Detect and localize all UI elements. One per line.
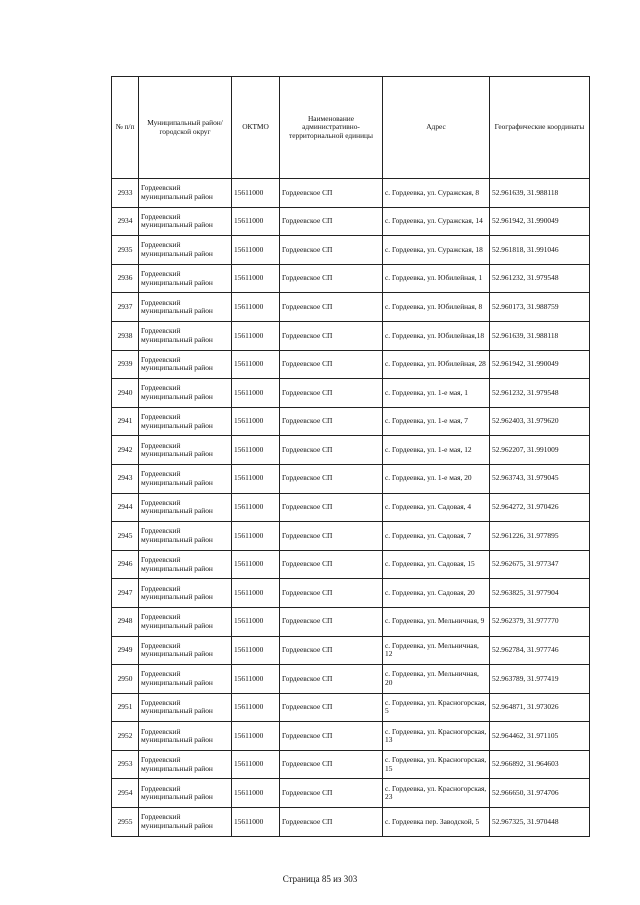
unit-name-cell: Гордеевское СП <box>280 693 383 722</box>
coordinates-cell: 52.962379, 31.977770 <box>490 607 590 636</box>
territory-cell: Гордеевский муниципальный район <box>139 665 232 694</box>
row-number-cell: 2954 <box>112 779 139 808</box>
oktmo-cell: 15611000 <box>232 236 280 265</box>
oktmo-cell: 15611000 <box>232 779 280 808</box>
territory-cell: Гордеевский муниципальный район <box>139 808 232 837</box>
unit-name-cell: Гордеевское СП <box>280 407 383 436</box>
address-cell: с. Гордеевка, ул. Юбилейная,18 <box>383 321 490 350</box>
unit-name-cell: Гордеевское СП <box>280 779 383 808</box>
row-number-cell: 2944 <box>112 493 139 522</box>
address-cell: с. Гордеевка, ул. Юбилейная, 28 <box>383 350 490 379</box>
coordinates-cell: 52.962403, 31.979620 <box>490 407 590 436</box>
oktmo-cell: 15611000 <box>232 550 280 579</box>
oktmo-cell: 15611000 <box>232 665 280 694</box>
oktmo-cell: 15611000 <box>232 321 280 350</box>
territory-cell: Гордеевский муниципальный район <box>139 722 232 751</box>
coordinates-cell: 52.961818, 31.991046 <box>490 236 590 265</box>
table-row <box>112 693 590 722</box>
address-cell: с. Гордеевка, ул. Красногорская, 23 <box>383 779 490 808</box>
row-number-cell: 2939 <box>112 350 139 379</box>
row-number-cell: 2933 <box>112 179 139 208</box>
oktmo-cell: 15611000 <box>232 808 280 837</box>
territory-cell: Гордеевский муниципальный район <box>139 379 232 408</box>
address-cell: с. Гордеевка, ул. Красногорская, 15 <box>383 750 490 779</box>
coordinates-cell: 52.962675, 31.977347 <box>490 550 590 579</box>
row-number-cell: 2943 <box>112 464 139 493</box>
table-row <box>112 808 590 837</box>
coordinates-cell: 52.964871, 31.973026 <box>490 693 590 722</box>
oktmo-cell: 15611000 <box>232 379 280 408</box>
table-row <box>112 379 590 408</box>
coordinates-cell: 52.961232, 31.979548 <box>490 264 590 293</box>
territory-cell: Гордеевский муниципальный район <box>139 179 232 208</box>
unit-name-cell: Гордеевское СП <box>280 607 383 636</box>
territory-cell: Гордеевский муниципальный район <box>139 321 232 350</box>
unit-name-cell: Гордеевское СП <box>280 293 383 322</box>
header-coords: Географические координаты <box>490 77 590 179</box>
oktmo-cell: 15611000 <box>232 350 280 379</box>
address-cell: с. Гордеевка пер. Заводской, 5 <box>383 808 490 837</box>
address-cell: с. Гордеевка, ул. Юбилейная, 1 <box>383 264 490 293</box>
address-cell: с. Гордеевка, ул. Мельничная, 20 <box>383 665 490 694</box>
row-number-cell: 2948 <box>112 607 139 636</box>
address-cell: с. Гордеевка, ул. 1-е мая, 20 <box>383 464 490 493</box>
oktmo-cell: 15611000 <box>232 407 280 436</box>
row-number-cell: 2952 <box>112 722 139 751</box>
oktmo-cell: 15611000 <box>232 636 280 665</box>
coordinates-cell: 52.961232, 31.979548 <box>490 379 590 408</box>
unit-name-cell: Гордеевское СП <box>280 350 383 379</box>
coordinates-cell: 52.961639, 31.988118 <box>490 321 590 350</box>
territory-cell: Гордеевский муниципальный район <box>139 750 232 779</box>
table-row <box>112 407 590 436</box>
table-row <box>112 321 590 350</box>
coordinates-cell: 52.961226, 31.977895 <box>490 522 590 551</box>
territory-cell: Гордеевский муниципальный район <box>139 522 232 551</box>
territory-cell: Гордеевский муниципальный район <box>139 636 232 665</box>
territory-cell: Гордеевский муниципальный район <box>139 264 232 293</box>
oktmo-cell: 15611000 <box>232 522 280 551</box>
coordinates-cell: 52.961942, 31.990049 <box>490 207 590 236</box>
row-number-cell: 2955 <box>112 808 139 837</box>
table-row <box>112 550 590 579</box>
table-row <box>112 436 590 465</box>
table-row <box>112 665 590 694</box>
oktmo-cell: 15611000 <box>232 693 280 722</box>
table-row <box>112 522 590 551</box>
territory-cell: Гордеевский муниципальный район <box>139 293 232 322</box>
coordinates-cell: 52.966892, 31.964603 <box>490 750 590 779</box>
oktmo-cell: 15611000 <box>232 722 280 751</box>
territory-cell: Гордеевский муниципальный район <box>139 207 232 236</box>
oktmo-cell: 15611000 <box>232 293 280 322</box>
oktmo-cell: 15611000 <box>232 464 280 493</box>
address-cell: с. Гордеевка, ул. Садовая, 15 <box>383 550 490 579</box>
table-row <box>112 750 590 779</box>
oktmo-cell: 15611000 <box>232 607 280 636</box>
address-cell: с. Гордеевка, ул. Мельничная, 12 <box>383 636 490 665</box>
unit-name-cell: Гордеевское СП <box>280 379 383 408</box>
unit-name-cell: Гордеевское СП <box>280 636 383 665</box>
table-row <box>112 579 590 608</box>
oktmo-cell: 15611000 <box>232 179 280 208</box>
territory-cell: Гордеевский муниципальный район <box>139 493 232 522</box>
coordinates-cell: 52.964272, 31.970426 <box>490 493 590 522</box>
coordinates-cell: 52.962207, 31.991009 <box>490 436 590 465</box>
oktmo-cell: 15611000 <box>232 579 280 608</box>
unit-name-cell: Гордеевское СП <box>280 436 383 465</box>
table-body <box>112 179 590 837</box>
address-cell: с. Гордеевка, ул. Суражская, 14 <box>383 207 490 236</box>
coordinates-cell: 52.963825, 31.977904 <box>490 579 590 608</box>
unit-name-cell: Гордеевское СП <box>280 264 383 293</box>
unit-name-cell: Гордеевское СП <box>280 722 383 751</box>
unit-name-cell: Гордеевское СП <box>280 236 383 265</box>
address-table <box>111 76 590 837</box>
row-number-cell: 2946 <box>112 550 139 579</box>
header-territory: Муниципальный район/городской округ <box>139 77 232 179</box>
row-number-cell: 2953 <box>112 750 139 779</box>
row-number-cell: 2935 <box>112 236 139 265</box>
coordinates-cell: 52.963743, 31.979045 <box>490 464 590 493</box>
unit-name-cell: Гордеевское СП <box>280 207 383 236</box>
oktmo-cell: 15611000 <box>232 493 280 522</box>
table-row <box>112 293 590 322</box>
address-cell: с. Гордеевка, ул. Суражская, 18 <box>383 236 490 265</box>
page-number: Страница 85 из 303 <box>282 874 358 884</box>
coordinates-cell: 52.964462, 31.971105 <box>490 722 590 751</box>
coordinates-cell: 52.961942, 31.990049 <box>490 350 590 379</box>
territory-cell: Гордеевский муниципальный район <box>139 464 232 493</box>
territory-cell: Гордеевский муниципальный район <box>139 236 232 265</box>
row-number-cell: 2947 <box>112 579 139 608</box>
address-cell: с. Гордеевка, ул. Мельничная, 9 <box>383 607 490 636</box>
row-number-cell: 2941 <box>112 407 139 436</box>
address-cell: с. Гордеевка, ул. Садовая, 20 <box>383 579 490 608</box>
oktmo-cell: 15611000 <box>232 264 280 293</box>
unit-name-cell: Гордеевское СП <box>280 464 383 493</box>
table-row <box>112 179 590 208</box>
table-row <box>112 350 590 379</box>
unit-name-cell: Гордеевское СП <box>280 750 383 779</box>
unit-name-cell: Гордеевское СП <box>280 522 383 551</box>
row-number-cell: 2940 <box>112 379 139 408</box>
territory-cell: Гордеевский муниципальный район <box>139 350 232 379</box>
row-number-cell: 2949 <box>112 636 139 665</box>
header-address: Адрес <box>383 77 490 179</box>
row-number-cell: 2937 <box>112 293 139 322</box>
coordinates-cell: 52.961639, 31.988118 <box>490 179 590 208</box>
header-oktmo: ОКТМО <box>232 77 280 179</box>
address-cell: с. Гордеевка, ул. Садовая, 7 <box>383 522 490 551</box>
territory-cell: Гордеевский муниципальный район <box>139 407 232 436</box>
table-row <box>112 607 590 636</box>
unit-name-cell: Гордеевское СП <box>280 550 383 579</box>
table-row <box>112 236 590 265</box>
row-number-cell: 2942 <box>112 436 139 465</box>
table-row <box>112 464 590 493</box>
oktmo-cell: 15611000 <box>232 750 280 779</box>
coordinates-cell: 52.963789, 31.977419 <box>490 665 590 694</box>
coordinates-cell: 52.966650, 31.974706 <box>490 779 590 808</box>
row-number-cell: 2945 <box>112 522 139 551</box>
row-number-cell: 2951 <box>112 693 139 722</box>
address-cell: с. Гордеевка, ул. 1-е мая, 1 <box>383 379 490 408</box>
territory-cell: Гордеевский муниципальный район <box>139 436 232 465</box>
table-header-row <box>112 77 590 179</box>
address-cell: с. Гордеевка, ул. Юбилейная, 8 <box>383 293 490 322</box>
territory-cell: Гордеевский муниципальный район <box>139 579 232 608</box>
territory-cell: Гордеевский муниципальный район <box>139 607 232 636</box>
row-number-cell: 2938 <box>112 321 139 350</box>
unit-name-cell: Гордеевское СП <box>280 493 383 522</box>
unit-name-cell: Гордеевское СП <box>280 579 383 608</box>
row-number-cell: 2934 <box>112 207 139 236</box>
table-row <box>112 207 590 236</box>
row-number-cell: 2936 <box>112 264 139 293</box>
unit-name-cell: Гордеевское СП <box>280 808 383 837</box>
table-row <box>112 722 590 751</box>
address-cell: с. Гордеевка, ул. Суражская, 8 <box>383 179 490 208</box>
territory-cell: Гордеевский муниципальный район <box>139 779 232 808</box>
row-number-cell: 2950 <box>112 665 139 694</box>
territory-cell: Гордеевский муниципальный район <box>139 693 232 722</box>
coordinates-cell: 52.960173, 31.988759 <box>490 293 590 322</box>
address-cell: с. Гордеевка, ул. 1-е мая, 7 <box>383 407 490 436</box>
header-unit: Наименование административно-территориальной единицы <box>280 77 383 179</box>
coordinates-cell: 52.962784, 31.977746 <box>490 636 590 665</box>
address-cell: с. Гордеевка, ул. Красногорская, 13 <box>383 722 490 751</box>
address-cell: с. Гордеевка, ул. 1-е мая, 12 <box>383 436 490 465</box>
oktmo-cell: 15611000 <box>232 207 280 236</box>
territory-cell: Гордеевский муниципальный район <box>139 550 232 579</box>
table-row <box>112 264 590 293</box>
unit-name-cell: Гордеевское СП <box>280 665 383 694</box>
table-row <box>112 636 590 665</box>
address-cell: с. Гордеевка, ул. Садовая, 4 <box>383 493 490 522</box>
coordinates-cell: 52.967325, 31.970448 <box>490 808 590 837</box>
table-row <box>112 779 590 808</box>
header-num: № п/п <box>112 77 139 179</box>
address-cell: с. Гордеевка, ул. Красногорская, 5 <box>383 693 490 722</box>
unit-name-cell: Гордеевское СП <box>280 321 383 350</box>
table-row <box>112 493 590 522</box>
unit-name-cell: Гордеевское СП <box>280 179 383 208</box>
oktmo-cell: 15611000 <box>232 436 280 465</box>
